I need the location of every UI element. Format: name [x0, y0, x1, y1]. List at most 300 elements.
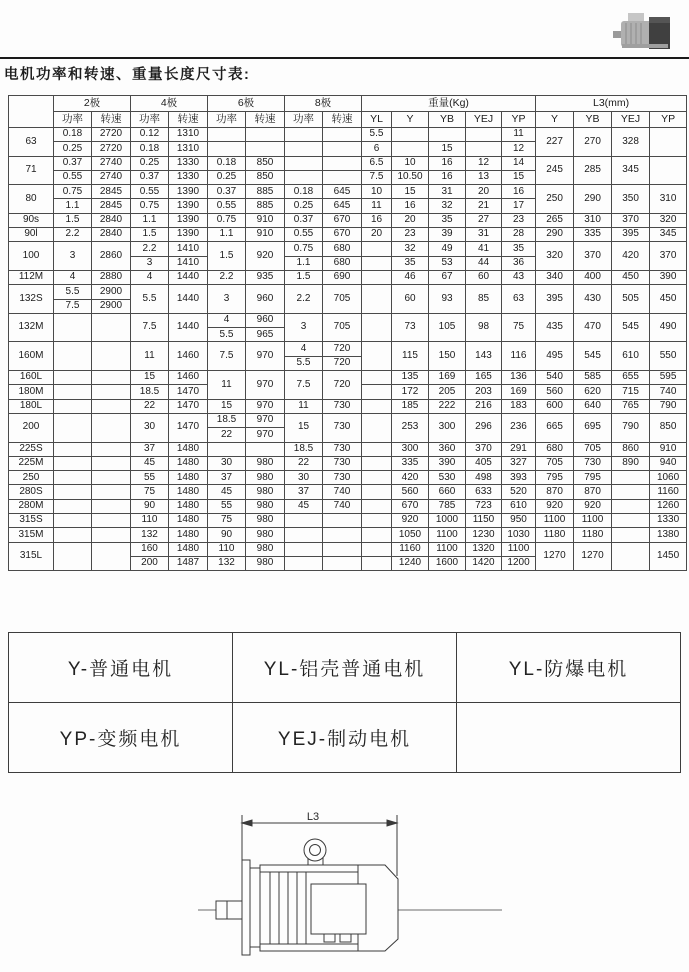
table-cell: 1480: [169, 499, 208, 513]
table-cell: 49: [429, 242, 466, 256]
table-cell: 935: [246, 270, 285, 284]
table-cell: 1150: [466, 514, 502, 528]
table-cell: 1100: [429, 542, 466, 556]
table-cell: 150: [429, 342, 466, 371]
table-cell: [54, 528, 92, 542]
table-cell: 545: [574, 342, 612, 371]
table-cell: 7.5: [208, 342, 246, 371]
table-cell: 970: [246, 428, 285, 442]
table-cell: 1440: [169, 285, 208, 314]
table-row: [9, 399, 687, 413]
table-cell: 5.5: [208, 328, 246, 342]
table-cell: 23: [502, 213, 536, 227]
table-row: [9, 542, 687, 556]
table-cell: 136: [502, 371, 536, 385]
table-cell: 93: [429, 285, 466, 314]
table-row: [9, 213, 687, 227]
table-cell: 280S: [9, 485, 54, 499]
table-cell: 393: [502, 471, 536, 485]
table-cell: [54, 385, 92, 399]
table-cell: [54, 413, 92, 442]
table-cell: 1100: [574, 514, 612, 528]
table-cell: 5.5: [285, 356, 323, 370]
table-cell: 16: [429, 170, 466, 184]
table-cell: [612, 499, 650, 513]
table-cell: [362, 313, 392, 342]
table-cell: 795: [536, 471, 574, 485]
table-cell: 71: [9, 156, 54, 185]
table-cell: 610: [502, 499, 536, 513]
table-cell: [362, 399, 392, 413]
table-cell: 560: [392, 485, 429, 499]
table-cell: 1410: [169, 242, 208, 256]
table-cell: [54, 471, 92, 485]
table-cell: 720: [323, 356, 362, 370]
table-cell: 0.75: [54, 185, 92, 199]
table-cell: [54, 313, 92, 342]
table-cell: 15: [502, 170, 536, 184]
table-cell: 15: [208, 399, 246, 413]
table-cell: 1420: [466, 556, 502, 570]
table-row: [9, 442, 687, 456]
table-cell: [208, 142, 246, 156]
table-cell: 3: [131, 256, 169, 270]
table-cell: 1390: [169, 213, 208, 227]
table-cell: [362, 371, 392, 385]
table-cell: [612, 528, 650, 542]
table-cell: 15: [429, 142, 466, 156]
table-cell: 160L: [9, 371, 54, 385]
table-cell: 730: [323, 399, 362, 413]
column-header: 功率: [285, 112, 323, 128]
table-cell: [650, 128, 687, 157]
table-row: [9, 371, 687, 385]
table-cell: 0.37: [285, 213, 323, 227]
eyebolt-ring-outer: [304, 839, 326, 861]
table-cell: 315S: [9, 514, 54, 528]
table-cell: 920: [574, 499, 612, 513]
column-header: Y: [536, 112, 574, 128]
legend-cell: YP-变频电机: [9, 703, 233, 773]
table-cell: 100: [9, 242, 54, 271]
table-cell: 1180: [574, 528, 612, 542]
table-cell: 920: [246, 242, 285, 271]
table-cell: 785: [429, 499, 466, 513]
table-cell: 80: [9, 185, 54, 214]
table-row: [9, 242, 687, 256]
table-cell: 490: [650, 313, 687, 342]
table-cell: 90s: [9, 213, 54, 227]
table-cell: 470: [574, 313, 612, 342]
table-cell: 203: [466, 385, 502, 399]
table-cell: [362, 514, 392, 528]
table-cell: [92, 456, 131, 470]
table-cell: 2840: [92, 228, 131, 242]
table-cell: 850: [246, 170, 285, 184]
table-cell: 18.5: [131, 385, 169, 399]
table-cell: 1460: [169, 371, 208, 385]
column-header: YB: [574, 112, 612, 128]
table-cell: 705: [323, 285, 362, 314]
table-cell: 1410: [169, 256, 208, 270]
bearing-bracket: [250, 868, 260, 947]
table-cell: 200: [9, 413, 54, 442]
table-cell: [323, 542, 362, 556]
table-cell: [612, 485, 650, 499]
table-cell: 430: [574, 285, 612, 314]
table-cell: 310: [574, 213, 612, 227]
table-cell: 37: [131, 442, 169, 456]
table-cell: 225S: [9, 442, 54, 456]
table-cell: 183: [502, 399, 536, 413]
table-cell: 11: [208, 371, 246, 400]
table-cell: 545: [612, 313, 650, 342]
table-cell: 0.55: [54, 170, 92, 184]
table-cell: 860: [612, 442, 650, 456]
table-cell: 870: [536, 485, 574, 499]
table-cell: 370: [612, 213, 650, 227]
table-row: [9, 499, 687, 513]
table-cell: 730: [574, 456, 612, 470]
table-cell: 645: [323, 199, 362, 213]
table-cell: 850: [246, 156, 285, 170]
table-cell: 12: [466, 156, 502, 170]
dim-arrow-right: [387, 820, 397, 826]
table-cell: 320: [536, 242, 574, 271]
table-cell: 7.5: [362, 170, 392, 184]
table-cell: 2845: [92, 199, 131, 213]
table-cell: [285, 170, 323, 184]
spec-table-head: [9, 96, 687, 128]
table-cell: [246, 142, 285, 156]
table-cell: 20: [392, 213, 429, 227]
table-cell: 980: [246, 556, 285, 570]
table-cell: 132: [208, 556, 246, 570]
table-cell: 290: [574, 185, 612, 214]
table-cell: 1390: [169, 185, 208, 199]
table-cell: 236: [502, 413, 536, 442]
table-cell: 290: [536, 228, 574, 242]
table-cell: 45: [285, 499, 323, 513]
table-cell: 1480: [169, 528, 208, 542]
table-cell: 300: [429, 413, 466, 442]
table-cell: 0.37: [131, 170, 169, 184]
table-cell: 132: [131, 528, 169, 542]
table-cell: 2845: [92, 185, 131, 199]
table-cell: 965: [246, 328, 285, 342]
table-cell: 46: [392, 270, 429, 284]
table-cell: 970: [246, 413, 285, 427]
table-cell: 920: [392, 514, 429, 528]
column-header: 转速: [323, 112, 362, 128]
table-cell: 1.5: [285, 270, 323, 284]
table-cell: 1240: [392, 556, 429, 570]
table-cell: 5.5: [362, 128, 392, 142]
table-cell: 1390: [169, 199, 208, 213]
table-cell: 360: [429, 442, 466, 456]
table-cell: 395: [536, 285, 574, 314]
table-cell: 970: [246, 342, 285, 371]
table-row: [9, 228, 687, 242]
table-cell: 0.18: [285, 185, 323, 199]
table-cell: 222: [429, 399, 466, 413]
table-cell: 0.75: [285, 242, 323, 256]
column-header: 转速: [92, 112, 131, 128]
table-cell: [323, 156, 362, 170]
table-cell: [285, 514, 323, 528]
table-cell: [362, 256, 392, 270]
table-cell: 2.2: [131, 242, 169, 256]
motor-photo-graphic: [612, 6, 676, 54]
motor-line-art: [180, 812, 515, 972]
table-cell: 20: [466, 185, 502, 199]
table-cell: 340: [536, 270, 574, 284]
table-cell: [285, 156, 323, 170]
table-cell: 1330: [650, 514, 687, 528]
table-cell: 765: [612, 399, 650, 413]
table-cell: 910: [650, 442, 687, 456]
table-cell: 350: [612, 185, 650, 214]
table-cell: 670: [323, 228, 362, 242]
table-cell: 0.25: [131, 156, 169, 170]
table-cell: 400: [574, 270, 612, 284]
table-cell: 970: [246, 399, 285, 413]
table-cell: 370: [650, 242, 687, 271]
table-cell: 45: [208, 485, 246, 499]
table-cell: [429, 128, 466, 142]
table-row: [9, 185, 687, 199]
table-cell: 335: [574, 228, 612, 242]
column-header: 功率: [208, 112, 246, 128]
table-cell: 112M: [9, 270, 54, 284]
table-cell: [466, 142, 502, 156]
table-cell: 720: [323, 342, 362, 356]
table-cell: [362, 342, 392, 371]
table-cell: 2.2: [208, 270, 246, 284]
dimension-label: L3: [306, 812, 320, 823]
table-cell: 1480: [169, 542, 208, 556]
table-cell: 795: [574, 471, 612, 485]
table-cell: 1310: [169, 142, 208, 156]
table-cell: [54, 456, 92, 470]
table-cell: 296: [466, 413, 502, 442]
table-cell: 1480: [169, 485, 208, 499]
table-cell: 250: [9, 471, 54, 485]
table-cell: [54, 371, 92, 385]
table-cell: [362, 442, 392, 456]
column-header: YL: [362, 112, 392, 128]
table-cell: 0.25: [285, 199, 323, 213]
table-cell: [92, 342, 131, 371]
table-cell: [650, 156, 687, 185]
table-cell: 27: [466, 213, 502, 227]
table-cell: 705: [536, 456, 574, 470]
table-cell: [466, 128, 502, 142]
table-cell: 90: [131, 499, 169, 513]
table-cell: 450: [650, 285, 687, 314]
table-cell: 37: [208, 471, 246, 485]
column-header: YB: [429, 112, 466, 128]
table-cell: 172: [392, 385, 429, 399]
table-cell: 115: [392, 342, 429, 371]
table-cell: 6: [362, 142, 392, 156]
table-cell: 320: [650, 213, 687, 227]
table-cell: [92, 499, 131, 513]
table-cell: [362, 485, 392, 499]
legend-cell: YL-防爆电机: [457, 633, 681, 703]
table-cell: 18.5: [285, 442, 323, 456]
table-cell: 1470: [169, 413, 208, 442]
table-cell: 4: [131, 270, 169, 284]
column-group-header: 4极: [131, 96, 208, 112]
table-cell: [92, 528, 131, 542]
table-cell: [392, 128, 429, 142]
table-cell: [92, 413, 131, 442]
table-cell: 1050: [392, 528, 429, 542]
table-cell: 16: [392, 199, 429, 213]
front-flange: [242, 860, 250, 955]
table-cell: [612, 542, 650, 571]
table-cell: 950: [502, 514, 536, 528]
table-cell: 132M: [9, 313, 54, 342]
table-cell: 5.5: [131, 285, 169, 314]
table-cell: 169: [429, 371, 466, 385]
table-cell: [92, 442, 131, 456]
table-cell: [285, 142, 323, 156]
table-cell: 55: [131, 471, 169, 485]
table-cell: 730: [323, 413, 362, 442]
table-cell: 530: [429, 471, 466, 485]
table-row: [9, 528, 687, 542]
top-divider: [0, 57, 689, 59]
page-title: 电机功率和转速、重量长度尺寸表:: [4, 67, 251, 83]
table-cell: 960: [246, 285, 285, 314]
table-cell: [246, 128, 285, 142]
table-cell: 7.5: [131, 313, 169, 342]
table-cell: 143: [466, 342, 502, 371]
table-row: [9, 471, 687, 485]
table-cell: 850: [650, 413, 687, 442]
legend-cell: YEJ-制动电机: [233, 703, 457, 773]
table-cell: 2740: [92, 170, 131, 184]
column-group-header: L3(mm): [536, 96, 687, 112]
table-cell: 265: [536, 213, 574, 227]
table-cell: 110: [208, 542, 246, 556]
table-cell: [92, 542, 131, 571]
column-group-header: 6极: [208, 96, 285, 112]
spec-table: [8, 95, 687, 571]
table-cell: 620: [574, 385, 612, 399]
column-header: YP: [502, 112, 536, 128]
table-cell: 180L: [9, 399, 54, 413]
table-cell: [362, 285, 392, 314]
table-cell: 1480: [169, 456, 208, 470]
table-cell: 2.2: [54, 228, 92, 242]
table-cell: 2860: [92, 242, 131, 271]
table-cell: [92, 371, 131, 385]
table-cell: 21: [466, 199, 502, 213]
table-cell: 15: [131, 371, 169, 385]
table-cell: 970: [246, 371, 285, 400]
table-cell: 205: [429, 385, 466, 399]
table-cell: 705: [323, 313, 362, 342]
table-cell: 690: [323, 270, 362, 284]
table-cell: 10.50: [392, 170, 429, 184]
table-cell: 715: [612, 385, 650, 399]
table-cell: 13: [466, 170, 502, 184]
table-cell: [362, 242, 392, 256]
table-cell: 60: [392, 285, 429, 314]
table-cell: 1.1: [131, 213, 169, 227]
table-cell: 405: [466, 456, 502, 470]
table-cell: 1480: [169, 442, 208, 456]
table-cell: 890: [612, 456, 650, 470]
legend-table-body: [9, 633, 681, 773]
table-cell: 498: [466, 471, 502, 485]
table-cell: 165: [466, 371, 502, 385]
table-cell: 12: [502, 142, 536, 156]
table-cell: [323, 142, 362, 156]
table-cell: 790: [612, 413, 650, 442]
table-cell: 200: [131, 556, 169, 570]
legend-cell: Y-普通电机: [9, 633, 233, 703]
table-cell: 670: [392, 499, 429, 513]
table-cell: 270: [574, 128, 612, 157]
table-cell: 1310: [169, 128, 208, 142]
table-cell: 216: [466, 399, 502, 413]
table-cell: 435: [536, 313, 574, 342]
table-cell: 11: [285, 399, 323, 413]
table-cell: 327: [502, 456, 536, 470]
table-cell: [285, 528, 323, 542]
table-cell: 2880: [92, 270, 131, 284]
table-cell: 2.2: [285, 285, 323, 314]
table-cell: 1480: [169, 514, 208, 528]
header-sub-row: [9, 112, 687, 128]
table-cell: 1487: [169, 556, 208, 570]
column-header: 功率: [54, 112, 92, 128]
table-cell: 35: [429, 213, 466, 227]
table-cell: 885: [246, 199, 285, 213]
table-cell: [323, 556, 362, 570]
column-header: YEJ: [612, 112, 650, 128]
table-row: [9, 128, 687, 142]
table-cell: 723: [466, 499, 502, 513]
table-cell: 1.5: [208, 242, 246, 271]
table-cell: 75: [131, 485, 169, 499]
table-cell: 695: [574, 413, 612, 442]
table-cell: 1600: [429, 556, 466, 570]
table-cell: 645: [323, 185, 362, 199]
motor-photo-thumbnail: [612, 6, 676, 54]
table-cell: 37: [285, 485, 323, 499]
column-header: 功率: [131, 112, 169, 128]
table-row: [9, 313, 687, 327]
table-cell: 1200: [502, 556, 536, 570]
table-cell: 370: [466, 442, 502, 456]
table-cell: 135: [392, 371, 429, 385]
legend-table: [8, 632, 681, 773]
table-cell: [285, 556, 323, 570]
table-cell: 98: [466, 313, 502, 342]
table-cell: 160: [131, 542, 169, 556]
table-cell: 1330: [169, 156, 208, 170]
table-cell: 560: [536, 385, 574, 399]
shaft: [216, 901, 243, 919]
table-cell: 22: [131, 399, 169, 413]
table-cell: 32: [392, 242, 429, 256]
table-cell: 6.5: [362, 156, 392, 170]
